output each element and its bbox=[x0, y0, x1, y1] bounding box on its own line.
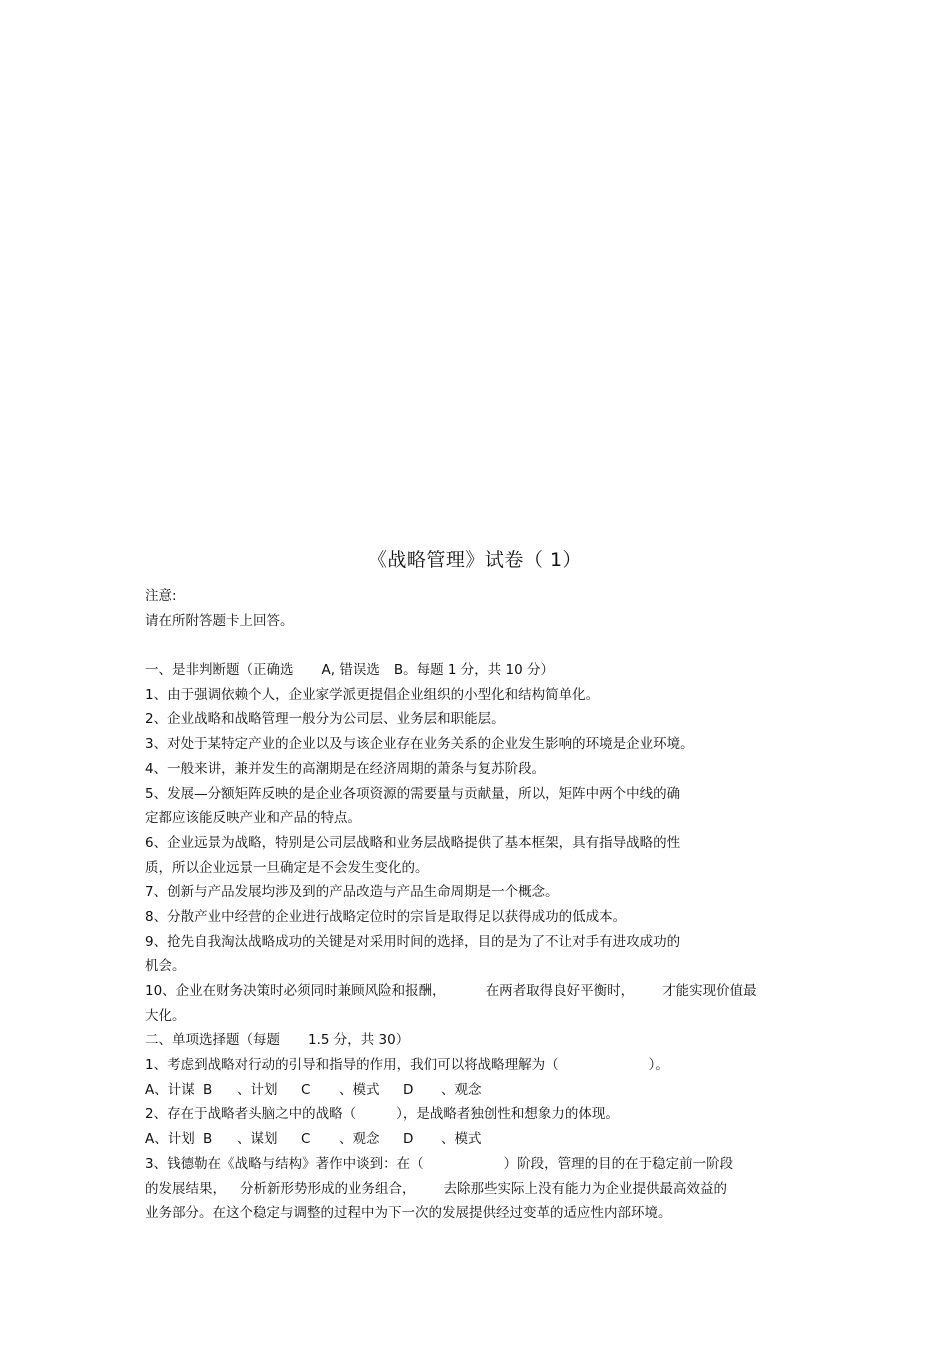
question-line: 6、企业远景为战略，特别是公司层战略和业务层战略提供了基本框架，具有指导战略的性 bbox=[145, 834, 681, 851]
question-line: 2、企业战略和战略管理一般分为公司层、业务层和职能层。 bbox=[145, 711, 505, 728]
q1-stem bbox=[145, 1053, 825, 1078]
question-line: 9、抢先自我淘汰战略成功的关键是对采用时间的选择，目的是为了不让对手有进攻成功的 bbox=[145, 933, 681, 950]
exam-title: 《战略管理》试卷（ 1） bbox=[367, 549, 583, 571]
option-a: A、计划 bbox=[145, 1131, 195, 1148]
option-c-letter: C bbox=[301, 1081, 311, 1098]
option-c: 、观念 bbox=[339, 1131, 380, 1148]
q2-options bbox=[145, 1127, 825, 1152]
q3-stem-part: 3、钱德勒在《战略与结构》著作中谈到：在（ bbox=[145, 1155, 424, 1172]
q1-stem-part: 1、考虑到战略对行动的引导和指导的作用，我们可以将战略理解为（ bbox=[145, 1057, 559, 1074]
notice-label: 注意: bbox=[145, 588, 177, 604]
notice-text: 请在所附答题卡上回答。 bbox=[145, 612, 294, 629]
section1-heading-part: A, 错误选 bbox=[321, 662, 380, 679]
question-10-cont: 大化。 bbox=[145, 1007, 186, 1024]
q3-line2 bbox=[145, 1177, 825, 1202]
question-10-part: 在两者取得良好平衡时， bbox=[485, 983, 635, 999]
option-d: 、观念 bbox=[441, 1081, 482, 1098]
section1-heading-part: 一、是非判断题（正确选 bbox=[145, 662, 294, 679]
exam-body bbox=[145, 584, 825, 1226]
q3-stem-part: ）阶段，管理的目的在于稳定前一阶段 bbox=[503, 1155, 734, 1172]
q2-stem-part: ），是战略者独创性和想象力的体现。 bbox=[396, 1106, 619, 1123]
option-b-letter: B bbox=[203, 1131, 213, 1148]
question-line: 定都应该能反映产业和产品的特点。 bbox=[145, 810, 361, 827]
spacer bbox=[145, 633, 825, 658]
section2-heading bbox=[145, 1028, 825, 1053]
option-a: A、计谋 bbox=[145, 1081, 195, 1098]
option-b: 、计划 bbox=[237, 1081, 278, 1098]
q1-stem-part: ）。 bbox=[648, 1057, 669, 1074]
q1-options bbox=[145, 1078, 825, 1103]
option-c-letter: C bbox=[301, 1131, 311, 1148]
section2-heading-part: 1.5 分，共 30） bbox=[308, 1032, 410, 1049]
option-d: 、模式 bbox=[441, 1131, 482, 1148]
question-line: 1、由于强调依赖个人，企业家学派更提倡企业组织的小型化和结构简单化。 bbox=[145, 686, 600, 703]
question-10-part: 10、企业在财务决策时必须同时兼顾风险和报酬， bbox=[145, 983, 446, 999]
section1-heading bbox=[145, 658, 825, 683]
question-line: 8、分散产业中经营的企业进行战略定位时的宗旨是取得足以获得成功的低成本。 bbox=[145, 908, 627, 925]
q3-line2-part: 去除那些实际上没有能力为企业提供最高效益的 bbox=[443, 1180, 727, 1197]
option-b-letter: B bbox=[203, 1081, 213, 1098]
question-line: 7、创新与产品发展均涉及到的产品改造与产品生命周期是一个概念。 bbox=[145, 884, 559, 901]
option-b: 、谋划 bbox=[237, 1131, 278, 1148]
option-c: 、模式 bbox=[339, 1081, 380, 1098]
question-10-part: 才能实现价值最 bbox=[662, 983, 757, 999]
q3-line2-part: 分析新形势形成的业务组合， bbox=[240, 1180, 416, 1197]
question-line: 3、对处于某特定产业的企业以及与该企业存在业务关系的企业发生影响的环境是企业环境。 bbox=[145, 736, 694, 753]
question-line: 5、发展—分额矩阵反映的是企业各项资源的需要量与贡献量，所以，矩阵中两个中线的确 bbox=[145, 785, 681, 802]
q2-stem bbox=[145, 1102, 825, 1127]
q3-line3: 业务部分。在这个稳定与调整的过程中为下一次的发展提供经过变革的适应性内部环境。 bbox=[145, 1205, 672, 1222]
question-line: 4、一般来讲，兼并发生的高潮期是在经济周期的萧条与复苏阶段。 bbox=[145, 760, 546, 777]
question-line: 机会。 bbox=[145, 958, 186, 975]
section1-heading-part: B。每题 1 分，共 10 分） bbox=[393, 662, 555, 679]
q2-stem-part: 2、存在于战略者头脑之中的战略（ bbox=[145, 1106, 357, 1123]
section2-heading-part: 二、单项选择题（每题 bbox=[145, 1032, 280, 1049]
option-d-letter: D bbox=[403, 1131, 414, 1148]
question-10 bbox=[145, 979, 825, 1004]
option-d-letter: D bbox=[403, 1081, 414, 1098]
q3-stem bbox=[145, 1152, 825, 1177]
question-line: 质，所以企业远景一旦确定是不会发生变化的。 bbox=[145, 859, 429, 876]
q3-line2-part: 的发展结果， bbox=[145, 1180, 226, 1197]
